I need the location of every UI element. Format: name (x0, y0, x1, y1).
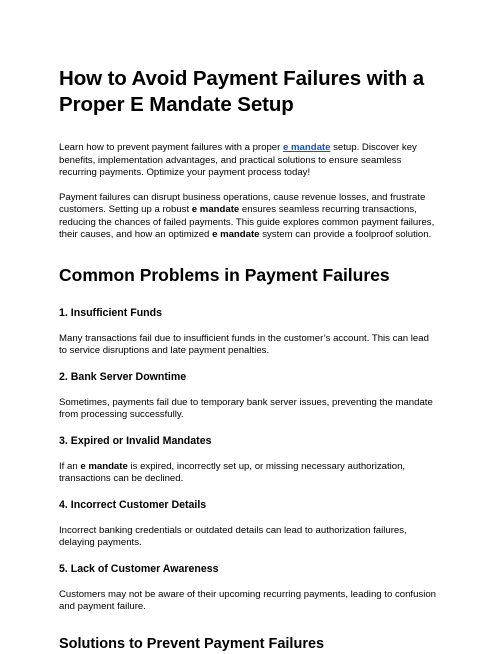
section-heading-solutions: Solutions to Prevent Payment Failures (59, 635, 325, 652)
problem-heading-4: 4. Incorrect Customer Details (59, 498, 207, 511)
problem-text-2: Sometimes, payments fail due to temporary bank server issues, preventing the mandate from processing successfully. (59, 396, 433, 420)
overview-bold-1: e mandate (191, 204, 240, 215)
intro-paragraph (59, 142, 437, 180)
problem-text-3 (59, 461, 437, 486)
overview-paragraph (59, 192, 437, 242)
problem-text-1: Many transactions fail due to insufficient funds in the customer’s account. This can lead to service disruptions and late payment penalties. (59, 332, 429, 356)
intro-text-before: Learn how to prevent payment failures with a proper (59, 142, 283, 153)
e-mandate-link[interactable]: e mandate (282, 142, 331, 153)
overview-bold-2: e mandate (212, 229, 260, 240)
problem-text-3-before: If an (59, 460, 81, 472)
problem-text-3-bold: e mandate (80, 460, 128, 472)
problem-text-4: Incorrect banking credentials or outdated details can lead to authorization failures, delaying payments. (59, 524, 407, 548)
intro-text-after: setup. Discover key benefits, implementation advantages, and practical solutions to ensure seamless recurring payments. Optimize your payment process today! (59, 142, 417, 178)
overview-text-1: Payment failures can disrupt business operations, cause revenue losses, and frustrate customers. Setting up a robust (59, 191, 426, 215)
problem-heading-1: 1. Insufficient Funds (59, 306, 162, 319)
overview-text-3: system can provide a foolproof solution. (259, 229, 432, 240)
problem-text-5: Customers may not be aware of their upcoming recurring payments, leading to confusion and payment failure. (59, 588, 437, 612)
problem-text-3-after: is expired, incorrectly set up, or missing necessary authorization, transactions can be declined. (59, 460, 406, 484)
problem-heading-2: 2. Bank Server Downtime (59, 370, 187, 383)
section-heading-common-problems: Common Problems in Payment Failures (59, 264, 390, 285)
problem-heading-5: 5. Lack of Customer Awareness (59, 562, 219, 575)
page-title: How to Avoid Payment Failures with a Proper E Mandate Setup (59, 67, 425, 116)
problem-heading-3: 3. Expired or Invalid Mandates (59, 434, 212, 447)
overview-text-2: ensures seamless recurring transactions, reducing the chances of failed payments. This guide explores common payment failures, their causes, and how an optimized (59, 204, 435, 240)
